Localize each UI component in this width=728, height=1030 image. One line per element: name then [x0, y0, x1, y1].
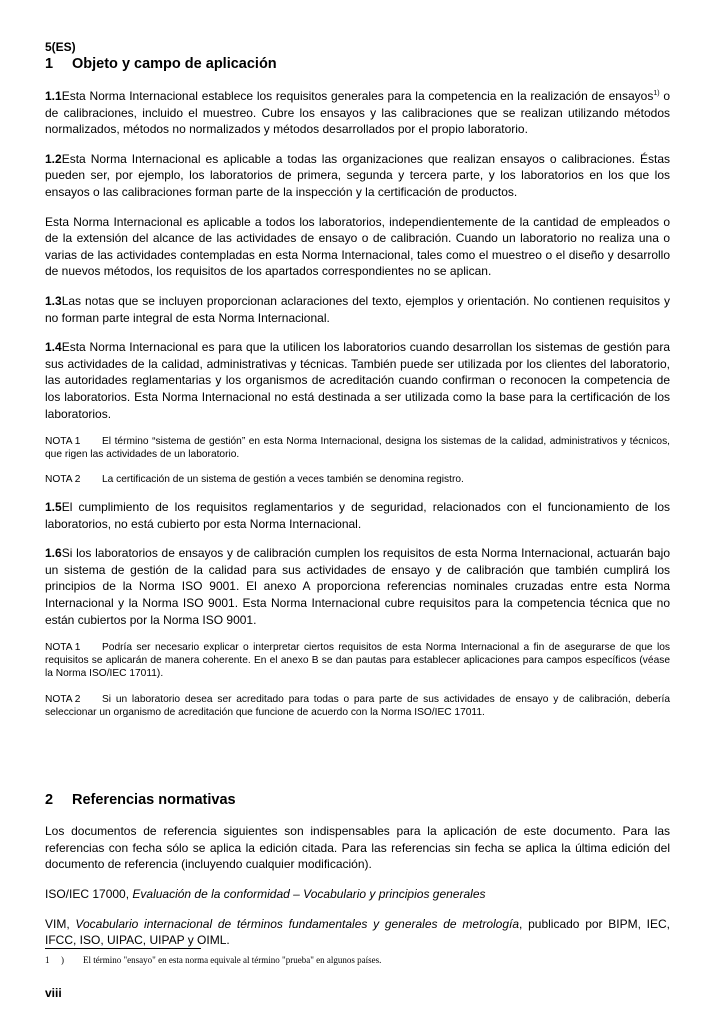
reference-iso-iec-17000: ISO/IEC 17000, Evaluación de la conformidad – Vocabulario y principios generales [45, 887, 486, 902]
paragraph-1-5: 1.5El cumplimiento de los requisitos reglamentarios y de seguridad, relacionados con el funcionamiento de los laboratorios, no está cubierto por esta Norma Internacional. [45, 500, 670, 531]
paragraph-1-2: 1.2Esta Norma Internacional es aplicable a todas las organizaciones que realizan ensayos o calibraciones. Éstas pueden ser, por ejemplo, los laboratorios de primera, segunda y tercera parte, y los laboratorios en los que los ensayos o las calibraciones forman parte de la inspección y la certificación de productos. [45, 151, 670, 199]
section-2-intro: Los documentos de referencia siguientes son indispensables para la aplicación de este documento. Para las referencias con fecha sólo se aplica la edición citada. Para las referencias sin fecha se aplica la última edición del documento de referencia (incluyendo cualquier modificación). [45, 824, 670, 872]
footnote-text: El término "ensayo" en esta norma equivale al término "prueba" en algunos países. [83, 955, 382, 965]
paragraph-1-6: 1.6Si los laboratorios de ensayos y de calibración cumplen los requisitos de esta Norma Internacional, actuarán bajo un sistema de gestión de la calidad para sus actividades de ensayo y de calibración que también cumplirá los principios de la Norma ISO 9001. El anexo A proporciona referencias nominales cruzadas entre esta Norma Internacional y la Norma ISO 9001. Esta Norma Internacional cubre requisitos para la competencia técnica que no están cubiertos por la Norma ISO 9001. [45, 546, 670, 627]
note-1-4-2: NOTA 2 La certificación de un sistema de gestión a veces también se denomina registro. [45, 474, 464, 486]
section-2-number: 2 [45, 792, 54, 809]
note-label: NOTA 2 [45, 474, 81, 486]
note-label: NOTA 2 [45, 694, 81, 706]
clause-number: 1.4 [45, 340, 62, 355]
footnote-number: 1 [45, 955, 50, 965]
note-1-4-1: NOTA 1 El término “sistema de gestión” en esta Norma Internacional, designa los sistemas de la calidad, administrativos y técnicos, que rigen las actividades de un laboratorio. [45, 436, 670, 461]
document-page [45, 40, 670, 949]
paragraph-1-4: 1.4Esta Norma Internacional es para que la utilicen los laboratorios cuando desarrollan los sistemas de gestión para sus actividades de la calidad, administrativas y técnicas. También puede ser utilizada por los clientes del laboratorio, las autoridades reglamentarias y los organismos de acreditación cuando confirman o reconocen la competencia de los laboratorios. Esta Norma Internacional no está destinada a ser utilizada como la base para la certificación de los laboratorios. [45, 340, 670, 421]
section-1-title: Objeto y campo de aplicación [72, 56, 277, 72]
page-number: viii [45, 986, 62, 1000]
section-2-title: Referencias normativas [72, 792, 236, 809]
paragraph-1-3: 1.3Las notas que se incluyen proporcionan aclaraciones del texto, ejemplos y orientación. No contienen requisitos y no forman parte integral de esta Norma Internacional. [45, 293, 670, 325]
section-1-heading [45, 55, 670, 73]
section-1-number: 1 [45, 56, 54, 72]
paragraph-1-1: 1.1Esta Norma Internacional establece los requisitos generales para la competencia en la realización de ensayos$^{1)}$ o de calibraciones, incluido el muestreo. Cubre los ensayos y las calibraciones que se realizan utilizando métodos normalizados, métodos no normalizados y métodos desarrollados por el propio laboratorio. [45, 89, 670, 137]
clause-number: 1.1 [45, 89, 62, 103]
reference-vim: VIM, Vocabulario internacional de términos fundamentales y generales de metrología, publicado por BIPM, IEC, IFCC, ISO, UIPAC, UIPAP y OIML. [45, 916, 670, 948]
note-label: NOTA 1 [45, 436, 81, 448]
clause-number: 1.3 [45, 293, 62, 308]
document-code: 5(ES) [45, 40, 76, 54]
footnote-divider [45, 948, 201, 949]
note-1-6-2: NOTA 2 Si un laboratorio desea ser acreditado para todas o para parte de sus actividades de ensayo y de calibración, debería seleccionar un organismo de acreditación que funcione de acuerdo con la Norma ISO/IEC 17011. [45, 694, 670, 719]
clause-number: 1.2 [45, 151, 62, 166]
clause-number: 1.6 [45, 546, 62, 561]
section-2-heading [45, 791, 670, 809]
footnote: 1 ) El término "ensayo" en esta norma equivale al término "prueba" en algunos países. [45, 955, 382, 965]
footnote-ref: 1) [653, 90, 660, 97]
paragraph-1-2-continued: Esta Norma Internacional es aplicable a todos los laboratorios, independientemente de la cantidad de empleados o de la extensión del alcance de las actividades de ensayo o de calibración. Cuando un laboratorio no realiza una o varias de las actividades contempladas en esta Norma Internacional, tales como el muestreo o el diseño y desarrollo de nuevos métodos, los requisitos de los apartados correspondientes no se aplican. [45, 214, 670, 279]
clause-number: 1.5 [45, 500, 62, 515]
note-1-6-1: NOTA 1 Podría ser necesario explicar o interpretar ciertos requisitos de esta Norma Internacional a fin de asegurarse de que los requisitos se aplicarán de manera coherente. En el anexo B se dan pautas para establecer aplicaciones para campos específicos (véase la Norma ISO/IEC 17011). [45, 642, 670, 680]
note-label: NOTA 1 [45, 642, 81, 654]
